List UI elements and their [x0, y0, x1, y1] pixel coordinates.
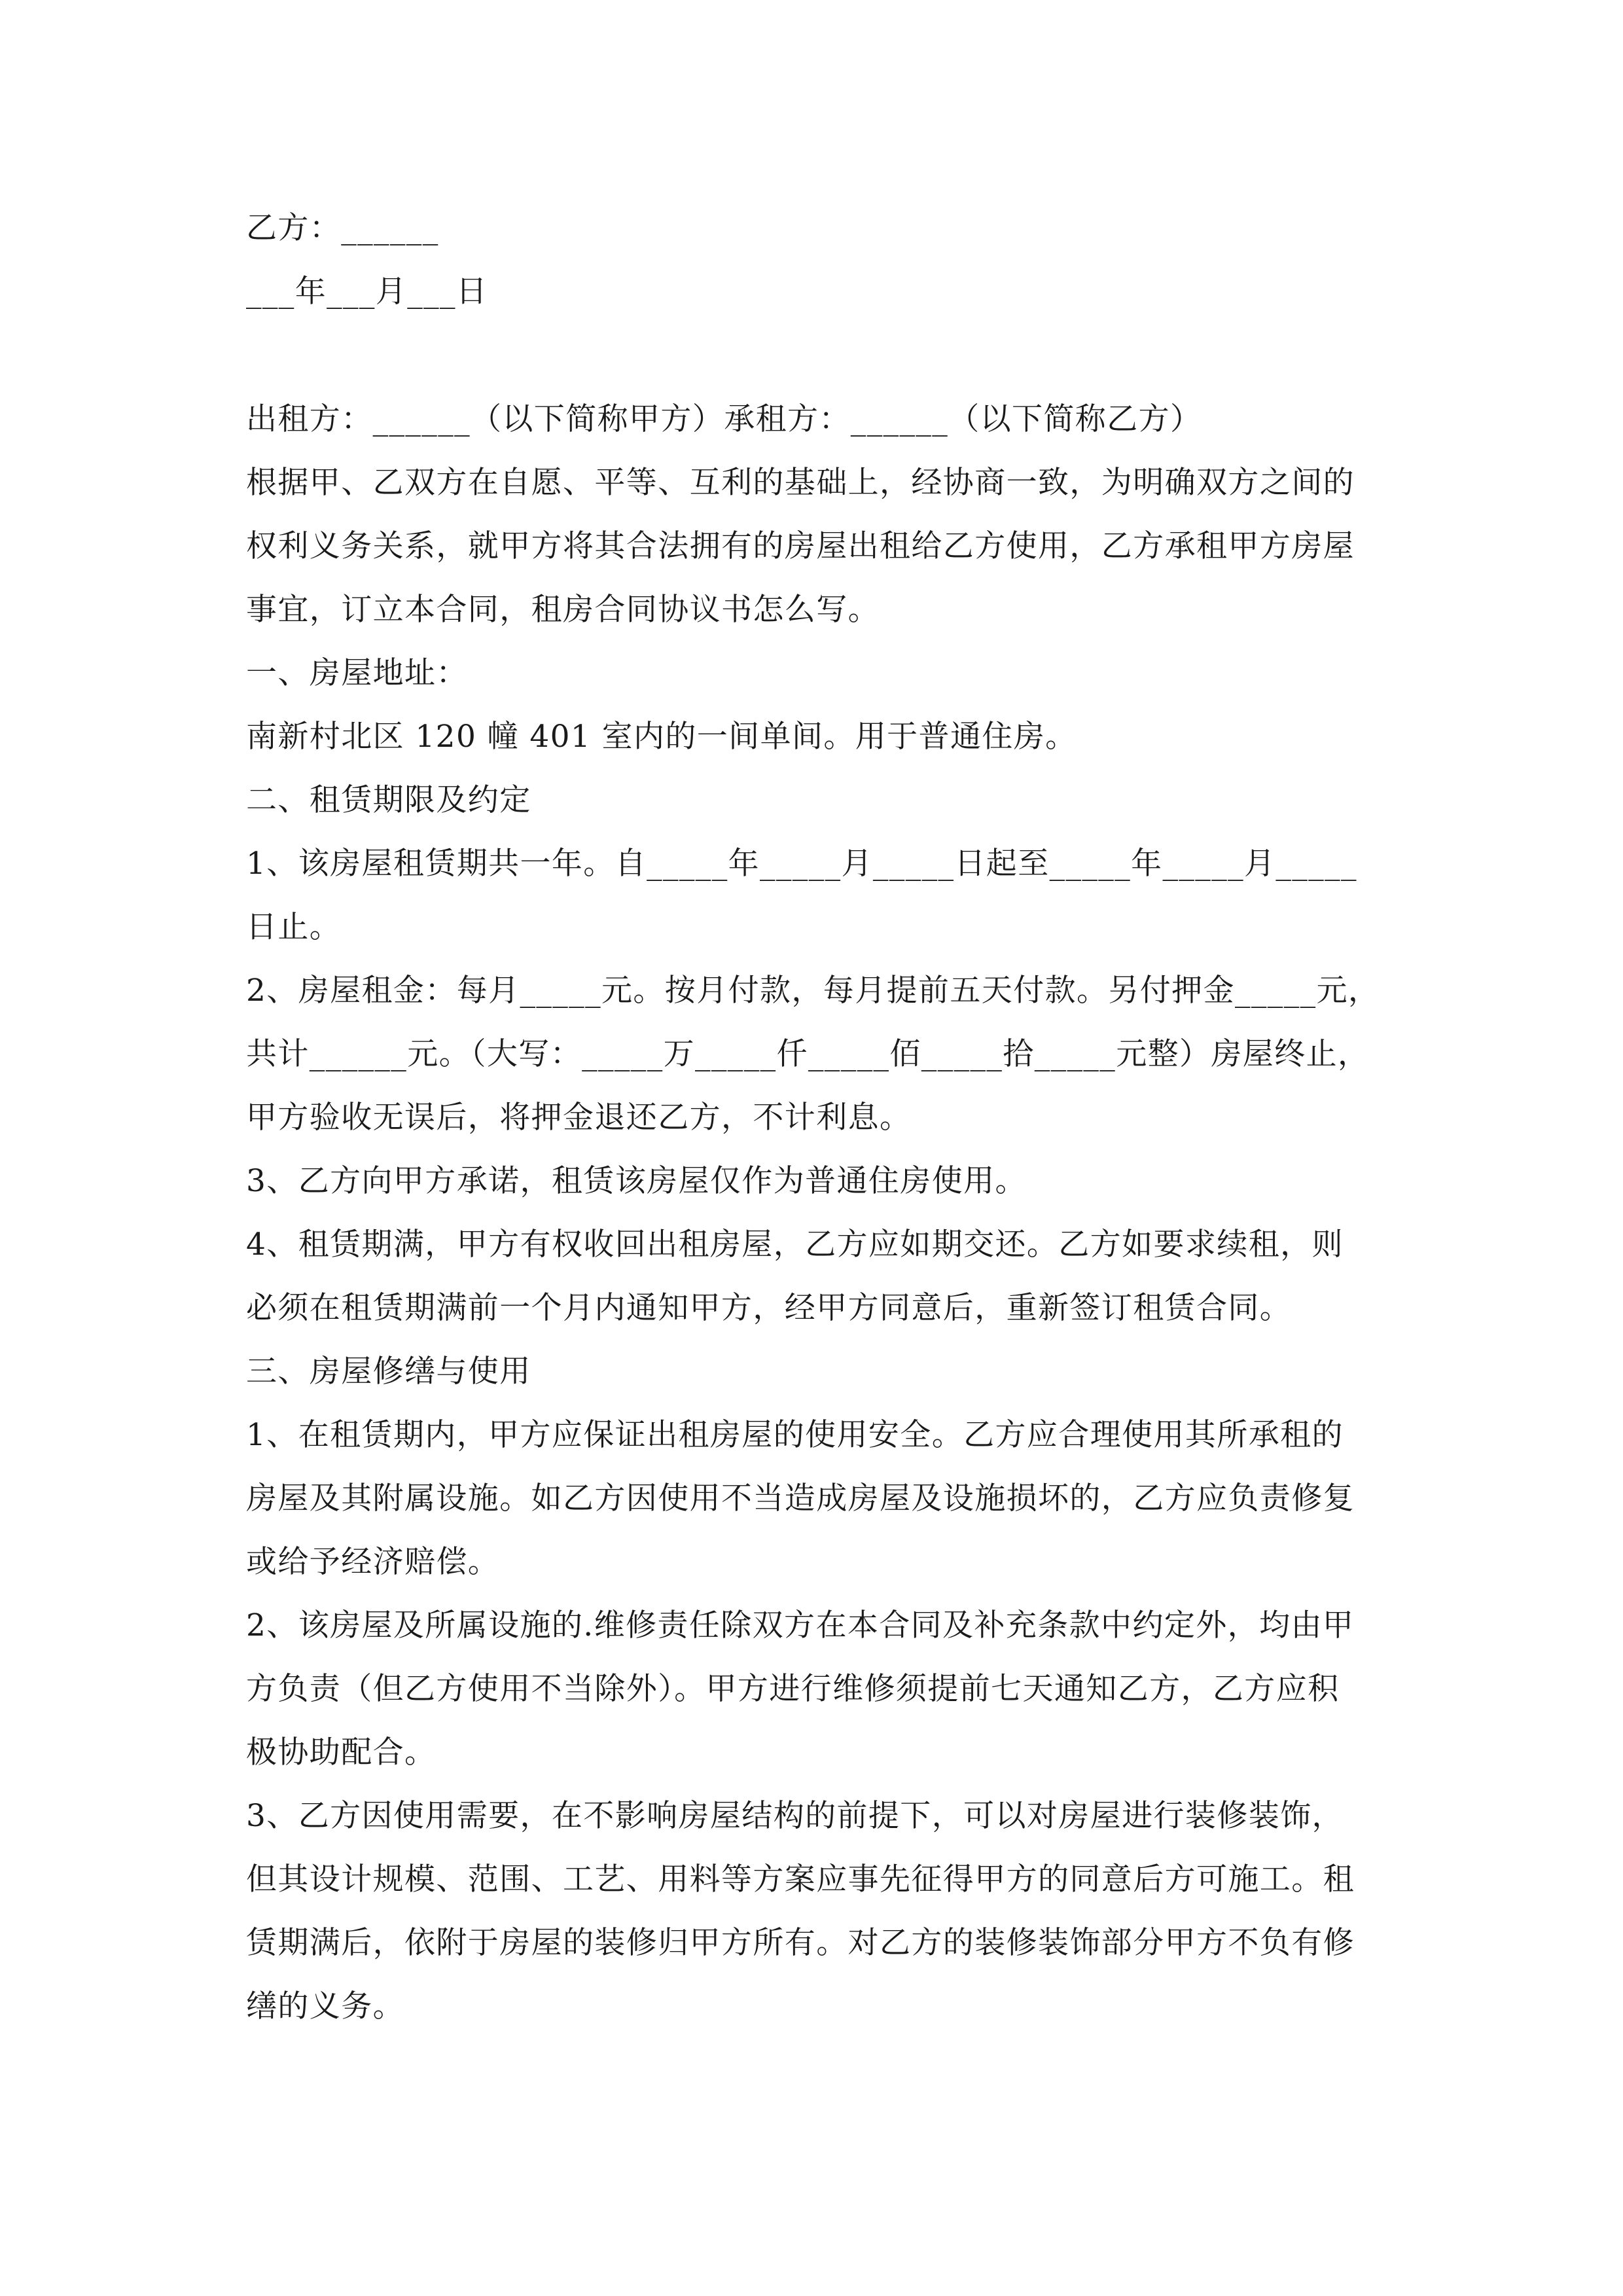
preamble-line: 根据甲、乙双方在自愿、平等、互利的基础上，经协商一致，为明确双方之间的 [246, 465, 1355, 501]
blank-spacer [246, 323, 1385, 387]
clause-line: 但其设计规模、范围、工艺、用料等方案应事先征得甲方的同意后方可施工。租 [246, 1861, 1355, 1897]
clause-line: 或给予经济赔偿。 [246, 1544, 500, 1580]
clause-line: 2、该房屋及所属设施的.维修责任除双方在本合同及补充条款中约定外，均由甲 [246, 1607, 1355, 1643]
clause-line: 共计______元。（大写：_____万_____仟_____佰_____拾_____元整）房屋终止， [246, 1036, 1370, 1072]
clause-line: 缮的义务。 [246, 1988, 404, 2024]
clause-line: 方负责（但乙方使用不当除外）。甲方进行维修须提前七天通知乙方，乙方应积 [246, 1671, 1340, 1707]
preamble-line: 权利义务关系，就甲方将其合法拥有的房屋出租给乙方使用，乙方承租甲方房屋 [246, 528, 1355, 564]
preamble-line: 事宜，订立本合同，租房合同协议书怎么写。 [246, 592, 880, 628]
clause-line: 甲方验收无误后，将押金退还乙方，不计利息。 [246, 1100, 912, 1136]
clause-line: 3、乙方因使用需要，在不影响房屋结构的前提下，可以对房屋进行装修装饰， [246, 1798, 1344, 1834]
section-heading-term: 二、租赁期限及约定 [246, 782, 531, 818]
clause-line: 4、租赁期满，甲方有权收回出租房屋，乙方应如期交还。乙方如要求续租，则 [246, 1227, 1344, 1263]
section-heading-address: 一、房屋地址： [246, 655, 468, 691]
clause-line: 必须在租赁期满前一个月内通知甲方，经甲方同意后，重新签订租赁合同。 [246, 1290, 1292, 1326]
clause-line: 1、在租赁期内，甲方应保证出租房屋的使用安全。乙方应合理使用其所承租的 [246, 1417, 1344, 1453]
clause-line: 2、房屋租金：每月_____元。按月付款，每月提前五天付款。另付押金_____元， [246, 973, 1380, 1009]
clause-line: 3、乙方向甲方承诺，租赁该房屋仅作为普通住房使用。 [246, 1163, 1027, 1199]
signature-date-line: ___年___月___日 [246, 274, 488, 310]
address-line: 南新村北区 120 幢 401 室内的一间单间。用于普通住房。 [246, 719, 1077, 755]
parties-line: 出租方：______（以下简称甲方）承租方：______（以下简称乙方） [246, 401, 1202, 437]
clause-line: 日止。 [246, 909, 342, 945]
section-heading-repairs: 三、房屋修缮与使用 [246, 1354, 531, 1390]
clause-line: 极协助配合。 [246, 1734, 437, 1770]
document-page [246, 196, 1385, 2038]
party-b-signature-line: 乙方：______ [246, 210, 439, 246]
clause-line: 赁期满后，依附于房屋的装修归甲方所有。对乙方的装修装饰部分甲方不负有修 [246, 1925, 1355, 1961]
clause-line: 房屋及其附属设施。如乙方因使用不当造成房屋及设施损坏的，乙方应负责修复 [246, 1480, 1355, 1516]
clause-line: 1、该房屋租赁期共一年。自_____年_____月_____日起至_____年_____月_____ [246, 846, 1357, 882]
